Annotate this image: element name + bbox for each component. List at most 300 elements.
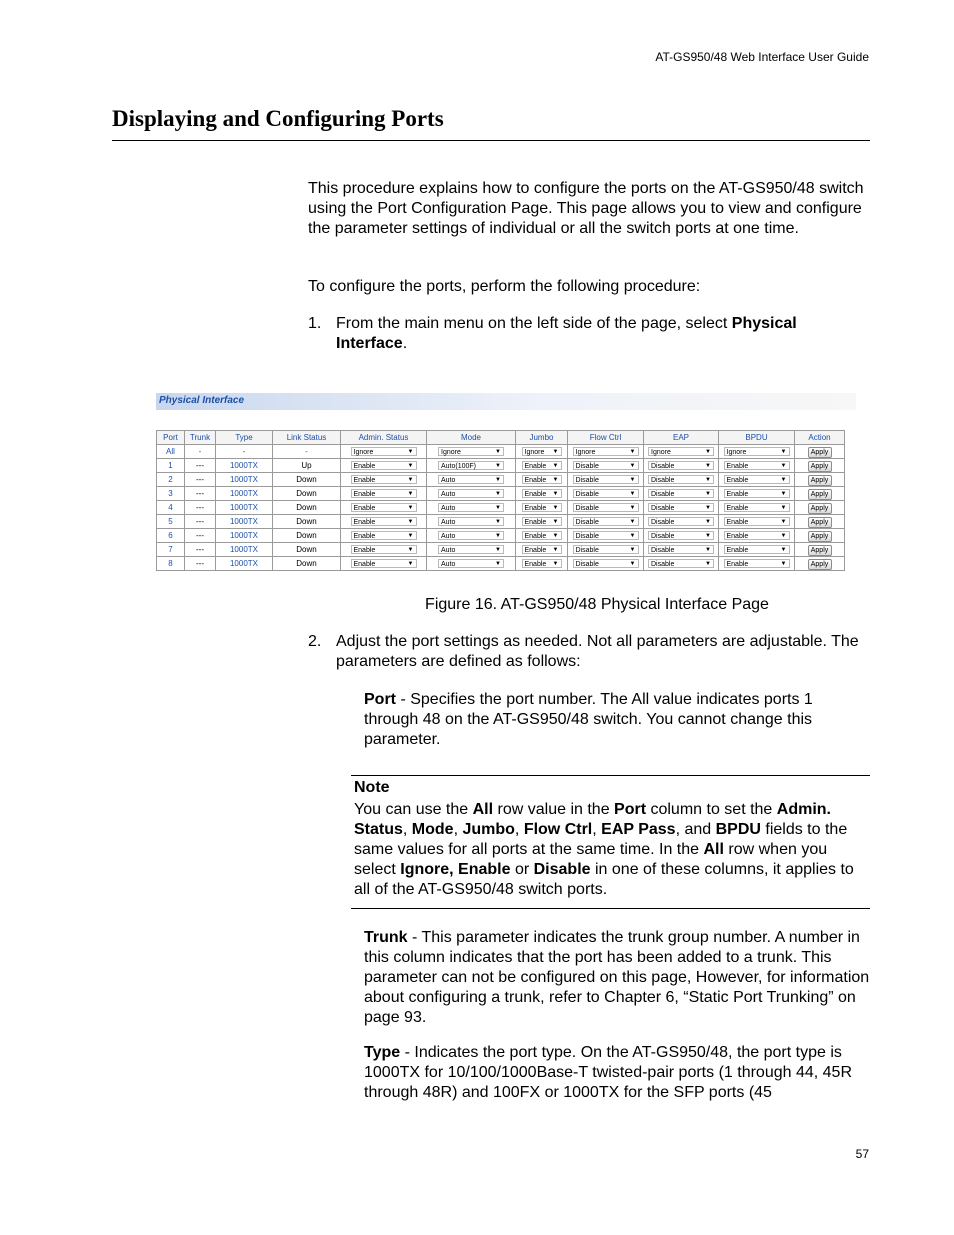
bpdu-select[interactable] [724, 447, 790, 456]
cell-trunk: --- [185, 487, 216, 501]
cell-admin [341, 445, 427, 459]
flow-select[interactable] [573, 517, 639, 526]
jumbo-select[interactable] [522, 489, 562, 498]
cell-port: 4 [157, 501, 185, 515]
table-row [157, 445, 845, 459]
mode-select[interactable] [438, 475, 504, 484]
jumbo-select[interactable] [522, 531, 562, 540]
cell-eap [644, 557, 719, 571]
chevron-down-icon: ▼ [780, 463, 787, 469]
column-header: Trunk [185, 431, 216, 445]
select-value: Enable [726, 533, 749, 540]
figure-caption: Figure 16. AT-GS950/48 Physical Interface Page [425, 596, 769, 613]
bpdu-select[interactable] [724, 461, 790, 470]
cell-admin [341, 459, 427, 473]
apply-button[interactable]: Apply [808, 503, 832, 514]
cell-type: 1000TX [216, 459, 273, 473]
select-value: Enable [353, 519, 376, 526]
mode-select[interactable] [438, 517, 504, 526]
chevron-down-icon: ▼ [705, 449, 711, 455]
bpdu-select[interactable] [724, 517, 790, 526]
step-text: From the main menu on the left side of the page, select Physical Interface. [336, 315, 797, 352]
note-text: You can use the All row value in the Port column to set the Admin. Status, Mode, Jumbo, Flow Ctrl, EAP Pass, and BPDU fields to the same values for all ports at the same time. In the All row when you select Ignore, Enable or Disable in one of these columns, it applies to all of the AT-GS950/48 switch ports. [354, 801, 854, 898]
select-value: Enable [353, 477, 376, 484]
chevron-down-icon: ▼ [407, 449, 414, 455]
cell-flow [568, 501, 644, 515]
chevron-down-icon: ▼ [407, 477, 414, 483]
cell-jumbo [516, 543, 568, 557]
note-box [351, 775, 870, 909]
mode-select[interactable] [438, 545, 504, 554]
chevron-down-icon: ▼ [495, 533, 501, 539]
cell-eap [644, 515, 719, 529]
cell-trunk: --- [185, 529, 216, 543]
cell-link: Down [273, 557, 341, 571]
select-value: Disable [575, 547, 599, 554]
admin-select[interactable] [351, 447, 417, 456]
mode-select[interactable] [438, 461, 504, 470]
cell-eap [644, 487, 719, 501]
cell-action [795, 501, 845, 515]
chevron-down-icon: ▼ [629, 449, 636, 455]
select-value: Ignore [575, 449, 596, 456]
cell-admin [341, 515, 427, 529]
chevron-down-icon: ▼ [495, 449, 501, 455]
jumbo-select[interactable] [522, 475, 562, 484]
column-header: Type [216, 431, 273, 445]
chevron-down-icon: ▼ [629, 477, 636, 483]
port-table [156, 430, 845, 571]
chevron-down-icon: ▼ [780, 505, 787, 511]
flow-select[interactable] [573, 447, 639, 456]
select-value: Disable [651, 533, 675, 540]
select-value: Disable [651, 477, 675, 484]
param-type: Type - Indicates the port type. On the AT-GS950/48, the port type is 1000TX for 10/100/1000Base-T twisted-pair ports (1 through 44, 45R through 48R) and 100FX or 1000TX for the SFP ports (45 [364, 1044, 852, 1101]
select-value: Enable [726, 491, 749, 498]
cell-flow [568, 515, 644, 529]
select-value: Disable [575, 533, 599, 540]
cell-action [795, 445, 845, 459]
jumbo-select[interactable] [522, 517, 562, 526]
param-port: Port - Specifies the port number. The All value indicates ports 1 through 48 on the AT-GS950/48 switch. You cannot change this parameter. [364, 691, 813, 748]
admin-select[interactable] [351, 517, 417, 526]
admin-select[interactable] [351, 489, 417, 498]
select-value: Ignore [353, 449, 374, 456]
cell-flow [568, 459, 644, 473]
column-header: Admin. Status [341, 431, 427, 445]
eap-select[interactable] [648, 461, 714, 470]
chevron-down-icon: ▼ [552, 519, 559, 525]
cell-mode [427, 473, 516, 487]
cell-port: 1 [157, 459, 185, 473]
cell-type: 1000TX [216, 529, 273, 543]
chevron-down-icon: ▼ [552, 533, 559, 539]
chevron-down-icon: ▼ [495, 463, 501, 469]
select-value: Auto [441, 533, 456, 540]
cell-port: 5 [157, 515, 185, 529]
select-value: Enable [524, 561, 547, 568]
cell-action [795, 459, 845, 473]
chevron-down-icon: ▼ [407, 519, 414, 525]
cell-trunk: - [185, 445, 216, 459]
cell-trunk: --- [185, 515, 216, 529]
chevron-down-icon: ▼ [552, 449, 559, 455]
select-value: Disable [575, 463, 599, 470]
select-value: Disable [575, 519, 599, 526]
apply-button[interactable]: Apply [808, 531, 832, 542]
cell-bpdu [719, 529, 795, 543]
cell-mode [427, 557, 516, 571]
step-1 [308, 314, 870, 356]
eap-select[interactable] [648, 545, 714, 554]
chevron-down-icon: ▼ [705, 505, 711, 511]
chevron-down-icon: ▼ [552, 561, 559, 567]
bpdu-select[interactable] [724, 545, 790, 554]
cell-trunk: --- [185, 557, 216, 571]
select-value: Disable [575, 505, 599, 512]
select-value: Enable [726, 505, 749, 512]
param-trunk: Trunk - This parameter indicates the trunk group number. A number in this column indicates that the port has been added to a trunk. This parameter can not be configured on this page, However, for information about configuring a trunk, refer to Chapter 6, “Static Port Trunking” on page 93. [364, 929, 870, 1026]
chevron-down-icon: ▼ [780, 477, 787, 483]
eap-select[interactable] [648, 475, 714, 484]
cell-eap [644, 473, 719, 487]
cell-port: 2 [157, 473, 185, 487]
cell-admin [341, 501, 427, 515]
chevron-down-icon: ▼ [705, 491, 711, 497]
bpdu-select[interactable] [724, 489, 790, 498]
cell-flow [568, 557, 644, 571]
select-value: Enable [726, 477, 749, 484]
procedure-intro: To configure the ports, perform the following procedure: [308, 278, 701, 295]
table-row [157, 543, 845, 557]
select-value: Enable [524, 547, 547, 554]
chevron-down-icon: ▼ [407, 547, 414, 553]
cell-type: - [216, 445, 273, 459]
eap-select[interactable] [648, 531, 714, 540]
select-value: Enable [726, 547, 749, 554]
note-title: Note [354, 779, 390, 796]
admin-select[interactable] [351, 503, 417, 512]
cell-bpdu [719, 459, 795, 473]
bpdu-select[interactable] [724, 559, 790, 568]
cell-jumbo [516, 459, 568, 473]
apply-button[interactable]: Apply [808, 447, 832, 458]
cell-link: Down [273, 487, 341, 501]
table-row [157, 459, 845, 473]
cell-mode [427, 445, 516, 459]
column-header: Link Status [273, 431, 341, 445]
cell-flow [568, 543, 644, 557]
bpdu-select[interactable] [724, 503, 790, 512]
chevron-down-icon: ▼ [552, 547, 559, 553]
cell-mode [427, 529, 516, 543]
cell-bpdu [719, 473, 795, 487]
eap-select[interactable] [648, 503, 714, 512]
cell-link: Up [273, 459, 341, 473]
chevron-down-icon: ▼ [552, 463, 559, 469]
select-value: Enable [353, 463, 376, 470]
chevron-down-icon: ▼ [407, 463, 414, 469]
select-value: Ignore [524, 449, 545, 456]
apply-button[interactable]: Apply [808, 545, 832, 556]
cell-mode [427, 459, 516, 473]
cell-trunk: --- [185, 543, 216, 557]
select-value: Auto [441, 561, 456, 568]
cell-bpdu [719, 445, 795, 459]
chevron-down-icon: ▼ [552, 505, 559, 511]
eap-select[interactable] [648, 559, 714, 568]
cell-action [795, 557, 845, 571]
cell-mode [427, 487, 516, 501]
cell-mode [427, 501, 516, 515]
cell-jumbo [516, 515, 568, 529]
chevron-down-icon: ▼ [780, 519, 787, 525]
cell-link: Down [273, 473, 341, 487]
select-value: Enable [524, 519, 547, 526]
step-2 [308, 632, 870, 674]
cell-action [795, 543, 845, 557]
cell-flow [568, 473, 644, 487]
cell-port: 8 [157, 557, 185, 571]
chevron-down-icon: ▼ [495, 547, 501, 553]
chevron-down-icon: ▼ [495, 519, 501, 525]
chevron-down-icon: ▼ [629, 547, 636, 553]
select-value: Enable [353, 561, 376, 568]
flow-select[interactable] [573, 503, 639, 512]
column-header: EAP [644, 431, 719, 445]
chevron-down-icon: ▼ [407, 505, 414, 511]
cell-type: 1000TX [216, 501, 273, 515]
select-value: Enable [524, 491, 547, 498]
eap-select[interactable] [648, 447, 714, 456]
select-value: Disable [651, 519, 675, 526]
chevron-down-icon: ▼ [552, 477, 559, 483]
admin-select[interactable] [351, 545, 417, 554]
chevron-down-icon: ▼ [705, 463, 711, 469]
chevron-down-icon: ▼ [780, 449, 787, 455]
select-value: Disable [651, 463, 675, 470]
cell-admin [341, 529, 427, 543]
table-row [157, 473, 845, 487]
cell-trunk: --- [185, 473, 216, 487]
cell-trunk: --- [185, 459, 216, 473]
cell-port: 3 [157, 487, 185, 501]
flow-select[interactable] [573, 531, 639, 540]
admin-select[interactable] [351, 461, 417, 470]
cell-jumbo [516, 557, 568, 571]
cell-jumbo [516, 445, 568, 459]
jumbo-select[interactable] [522, 503, 562, 512]
cell-type: 1000TX [216, 515, 273, 529]
step-number: 1. [308, 315, 322, 332]
admin-select[interactable] [351, 531, 417, 540]
select-value: Auto [441, 519, 456, 526]
select-value: Disable [651, 547, 675, 554]
select-value: Disable [651, 505, 675, 512]
select-value: Enable [353, 547, 376, 554]
cell-flow [568, 529, 644, 543]
jumbo-select[interactable] [522, 461, 562, 470]
cell-type: 1000TX [216, 557, 273, 571]
select-value: Disable [575, 561, 599, 568]
apply-button[interactable]: Apply [808, 517, 832, 528]
chevron-down-icon: ▼ [629, 463, 636, 469]
cell-action [795, 487, 845, 501]
cell-bpdu [719, 501, 795, 515]
cell-eap [644, 445, 719, 459]
apply-button[interactable]: Apply [808, 475, 832, 486]
cell-link: Down [273, 501, 341, 515]
select-value: Disable [651, 491, 675, 498]
select-value: Ignore [726, 449, 747, 456]
select-value: Enable [524, 463, 547, 470]
flow-select[interactable] [573, 475, 639, 484]
table-row [157, 557, 845, 571]
flow-select[interactable] [573, 545, 639, 554]
select-value: Enable [524, 477, 547, 484]
select-value: Auto [441, 491, 456, 498]
mode-select[interactable] [438, 447, 504, 456]
chevron-down-icon: ▼ [780, 547, 787, 553]
select-value: Auto [441, 505, 456, 512]
cell-action [795, 515, 845, 529]
apply-button[interactable]: Apply [808, 461, 832, 472]
physical-interface-figure [156, 393, 858, 573]
jumbo-select[interactable] [522, 447, 562, 456]
apply-button[interactable]: Apply [808, 489, 832, 500]
step-text: Adjust the port settings as needed. Not all parameters are adjustable. The parameters are defined as follows: [336, 633, 859, 670]
mode-select[interactable] [438, 531, 504, 540]
chevron-down-icon: ▼ [780, 561, 787, 567]
cell-flow [568, 445, 644, 459]
title-rule [112, 140, 870, 141]
select-value: Disable [651, 561, 675, 568]
select-value: Enable [353, 505, 376, 512]
chevron-down-icon: ▼ [495, 505, 501, 511]
chevron-down-icon: ▼ [629, 505, 636, 511]
mode-select[interactable] [438, 489, 504, 498]
cell-port: All [157, 445, 185, 459]
panel-title-bar [156, 393, 856, 410]
select-value: Disable [575, 477, 599, 484]
chevron-down-icon: ▼ [495, 561, 501, 567]
select-value: Enable [353, 533, 376, 540]
column-header: Flow Ctrl [568, 431, 644, 445]
bpdu-select[interactable] [724, 475, 790, 484]
admin-select[interactable] [351, 559, 417, 568]
flow-select[interactable] [573, 489, 639, 498]
mode-select[interactable] [438, 503, 504, 512]
cell-eap [644, 501, 719, 515]
chevron-down-icon: ▼ [629, 533, 636, 539]
select-value: Enable [524, 505, 547, 512]
select-value: Enable [726, 463, 749, 470]
flow-select[interactable] [573, 461, 639, 470]
chevron-down-icon: ▼ [552, 491, 559, 497]
cell-type: 1000TX [216, 473, 273, 487]
column-header: Mode [427, 431, 516, 445]
cell-trunk: --- [185, 501, 216, 515]
cell-type: 1000TX [216, 543, 273, 557]
chevron-down-icon: ▼ [629, 519, 636, 525]
cell-eap [644, 529, 719, 543]
chevron-down-icon: ▼ [705, 533, 711, 539]
select-value: Enable [726, 561, 749, 568]
cell-mode [427, 543, 516, 557]
mode-select[interactable] [438, 559, 504, 568]
select-value: Auto [441, 477, 456, 484]
flow-select[interactable] [573, 559, 639, 568]
chevron-down-icon: ▼ [495, 477, 501, 483]
select-value: Ignore [441, 449, 461, 456]
admin-select[interactable] [351, 475, 417, 484]
column-header: BPDU [719, 431, 795, 445]
eap-select[interactable] [648, 489, 714, 498]
cell-jumbo [516, 473, 568, 487]
column-header: Port [157, 431, 185, 445]
chevron-down-icon: ▼ [407, 561, 414, 567]
chevron-down-icon: ▼ [705, 547, 711, 553]
running-header: AT-GS950/48 Web Interface User Guide [655, 50, 869, 64]
chevron-down-icon: ▼ [495, 491, 501, 497]
cell-eap [644, 543, 719, 557]
cell-mode [427, 515, 516, 529]
column-header: Action [795, 431, 845, 445]
cell-admin [341, 473, 427, 487]
cell-port: 6 [157, 529, 185, 543]
chevron-down-icon: ▼ [705, 477, 711, 483]
select-value: Ignore [651, 449, 671, 456]
cell-action [795, 473, 845, 487]
section-title: Displaying and Configuring Ports [112, 106, 444, 131]
cell-port: 7 [157, 543, 185, 557]
cell-jumbo [516, 501, 568, 515]
cell-link: Down [273, 543, 341, 557]
select-value: Auto [441, 547, 456, 554]
apply-button[interactable]: Apply [808, 559, 832, 570]
page-number: 57 [855, 1147, 869, 1161]
table-row [157, 515, 845, 529]
cell-jumbo [516, 487, 568, 501]
cell-action [795, 529, 845, 543]
panel-title: Physical Interface [159, 395, 245, 406]
select-value: Enable [726, 519, 749, 526]
cell-flow [568, 487, 644, 501]
table-row [157, 487, 845, 501]
select-value: Auto(100F) [441, 463, 477, 470]
eap-select[interactable] [648, 517, 714, 526]
table-row [157, 529, 845, 543]
jumbo-select[interactable] [522, 545, 562, 554]
chevron-down-icon: ▼ [780, 491, 787, 497]
select-value: Enable [353, 491, 376, 498]
cell-jumbo [516, 529, 568, 543]
chevron-down-icon: ▼ [629, 491, 636, 497]
cell-link: Down [273, 515, 341, 529]
cell-bpdu [719, 515, 795, 529]
cell-bpdu [719, 557, 795, 571]
chevron-down-icon: ▼ [705, 519, 711, 525]
bpdu-select[interactable] [724, 531, 790, 540]
cell-admin [341, 557, 427, 571]
chevron-down-icon: ▼ [407, 533, 414, 539]
jumbo-select[interactable] [522, 559, 562, 568]
column-header: Jumbo [516, 431, 568, 445]
chevron-down-icon: ▼ [407, 491, 414, 497]
step-number: 2. [308, 633, 322, 650]
select-value: Enable [524, 533, 547, 540]
table-header-row [157, 431, 845, 445]
